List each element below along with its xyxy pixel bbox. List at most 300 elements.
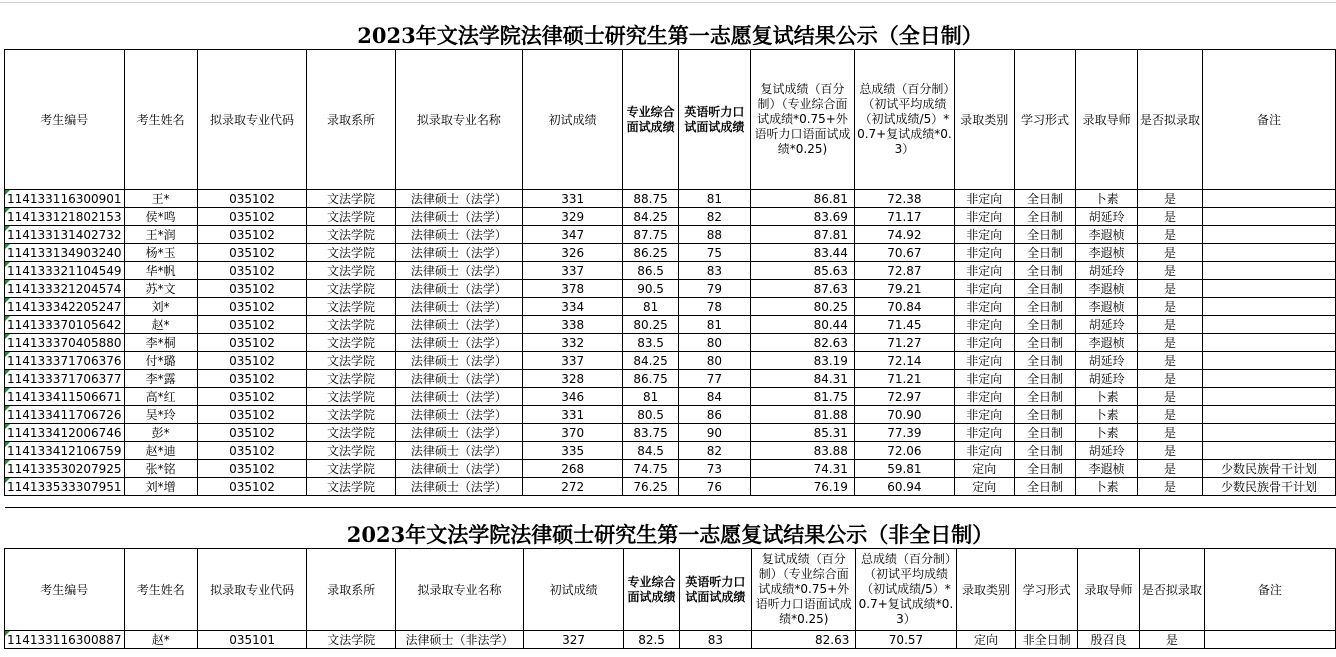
table-row xyxy=(5,190,1336,208)
table-row xyxy=(5,208,1336,226)
cell-retest-score: 83.19 xyxy=(751,352,855,370)
cell-initial-score: 328 xyxy=(522,370,622,388)
cell-english-score: 81 xyxy=(678,316,750,334)
header-interview-score: 专业综合面试成绩 xyxy=(623,50,678,190)
cell-name: 赵*迪 xyxy=(124,442,197,460)
cell-major-code: 035102 xyxy=(197,226,306,244)
cell-admitted: 是 xyxy=(1137,226,1202,244)
cell-major-code: 035102 xyxy=(197,370,306,388)
cell-major-name: 法律硕士（法学） xyxy=(395,424,522,442)
cell-initial-score: 346 xyxy=(522,388,622,406)
cell-admitted: 是 xyxy=(1137,190,1202,208)
cell-total-score: 72.06 xyxy=(854,442,954,460)
cell-major-name: 法律硕士（法学） xyxy=(395,478,522,496)
cell-admitted: 是 xyxy=(1137,208,1202,226)
cell-study-mode: 全日制 xyxy=(1014,388,1076,406)
cell-department: 文法学院 xyxy=(307,334,396,352)
cell-english-score: 90 xyxy=(678,424,750,442)
table-row xyxy=(5,262,1336,280)
header-supervisor: 录取导师 xyxy=(1076,50,1138,190)
cell-department: 文法学院 xyxy=(307,424,396,442)
cell-admitted: 是 xyxy=(1137,316,1202,334)
cell-supervisor: 胡延玲 xyxy=(1076,352,1138,370)
cell-admission-type: 非定向 xyxy=(954,352,1014,370)
cell-admitted: 是 xyxy=(1137,244,1202,262)
cell-exam-id: 114133533307951 xyxy=(5,478,125,496)
cell-supervisor: 卜素 xyxy=(1076,424,1138,442)
cell-interview-score: 87.75 xyxy=(623,226,678,244)
cell-major-name: 法律硕士（法学） xyxy=(395,460,522,478)
cell-admission-type: 定向 xyxy=(956,631,1016,649)
cell-study-mode: 全日制 xyxy=(1014,352,1076,370)
cell-name: 华*帆 xyxy=(124,262,197,280)
cell-name: 李*桐 xyxy=(124,334,197,352)
cell-initial-score: 329 xyxy=(522,208,622,226)
cell-department: 文法学院 xyxy=(307,352,396,370)
cell-study-mode: 全日制 xyxy=(1014,478,1076,496)
cell-remarks xyxy=(1203,406,1336,424)
cell-remarks xyxy=(1203,298,1336,316)
cell-retest-score: 74.31 xyxy=(751,460,855,478)
cell-retest-score: 80.25 xyxy=(751,298,855,316)
results-table-fulltime xyxy=(4,22,1336,508)
header-major-code: 拟录取专业代码 xyxy=(197,549,306,631)
table-row xyxy=(5,244,1336,262)
cell-initial-score: 331 xyxy=(522,406,622,424)
cell-supervisor: 殷召良 xyxy=(1078,631,1140,649)
cell-admitted: 是 xyxy=(1137,406,1202,424)
cell-total-score: 71.27 xyxy=(854,334,954,352)
cell-total-score: 72.38 xyxy=(854,190,954,208)
cell-remarks xyxy=(1203,442,1336,460)
table-row xyxy=(5,442,1336,460)
cell-english-score: 76 xyxy=(678,478,750,496)
cell-exam-id: 114133530207925 xyxy=(5,460,125,478)
cell-name: 王* xyxy=(124,190,197,208)
cell-study-mode: 全日制 xyxy=(1014,190,1076,208)
table-row xyxy=(5,478,1336,496)
cell-initial-score: 338 xyxy=(522,316,622,334)
header-exam-id: 考生编号 xyxy=(5,50,125,190)
cell-major-code: 035102 xyxy=(197,244,306,262)
header-initial-score: 初试成绩 xyxy=(523,549,624,631)
table-row xyxy=(5,388,1336,406)
header-row xyxy=(5,549,1336,631)
table-row xyxy=(5,316,1336,334)
cell-total-score: 71.17 xyxy=(854,208,954,226)
cell-initial-score: 327 xyxy=(523,631,624,649)
cell-admitted: 是 xyxy=(1137,478,1202,496)
cell-exam-id: 114133371706376 xyxy=(5,352,125,370)
cell-admission-type: 非定向 xyxy=(954,424,1014,442)
cell-initial-score: 337 xyxy=(522,352,622,370)
cell-major-code: 035102 xyxy=(197,388,306,406)
cell-study-mode: 全日制 xyxy=(1014,298,1076,316)
header-name: 考生姓名 xyxy=(124,50,197,190)
header-remarks: 备注 xyxy=(1203,50,1336,190)
header-english-score: 英语听力口试面试成绩 xyxy=(678,50,750,190)
cell-major-name: 法律硕士（法学） xyxy=(395,316,522,334)
header-admission-type: 录取类别 xyxy=(956,549,1016,631)
cell-admission-type: 非定向 xyxy=(954,388,1014,406)
cell-name: 张*铭 xyxy=(124,460,197,478)
table-body-fulltime xyxy=(5,190,1336,496)
cell-major-code: 035101 xyxy=(197,631,306,649)
header-interview-score: 专业综合面试成绩 xyxy=(624,549,679,631)
cell-exam-id: 114133131402732 xyxy=(5,226,125,244)
cell-interview-score: 83.5 xyxy=(623,334,678,352)
cell-admitted: 是 xyxy=(1137,280,1202,298)
cell-department: 文法学院 xyxy=(307,280,396,298)
cell-admitted: 是 xyxy=(1137,424,1202,442)
cell-major-code: 035102 xyxy=(197,406,306,424)
results-table-parttime xyxy=(4,521,1336,649)
cell-supervisor: 李遐桢 xyxy=(1076,298,1138,316)
cell-retest-score: 84.31 xyxy=(751,370,855,388)
header-row xyxy=(5,50,1336,190)
cell-major-code: 035102 xyxy=(197,424,306,442)
header-department: 录取系所 xyxy=(307,549,396,631)
cell-english-score: 83 xyxy=(679,631,751,649)
cell-supervisor: 胡延玲 xyxy=(1076,208,1138,226)
cell-remarks xyxy=(1203,280,1336,298)
header-admission-type: 录取类别 xyxy=(954,50,1014,190)
cell-name: 杨*玉 xyxy=(124,244,197,262)
cell-english-score: 82 xyxy=(678,208,750,226)
cell-remarks xyxy=(1203,388,1336,406)
cell-total-score: 71.21 xyxy=(854,370,954,388)
cell-interview-score: 74.75 xyxy=(623,460,678,478)
cell-retest-score: 76.19 xyxy=(751,478,855,496)
cell-retest-score: 81.88 xyxy=(751,406,855,424)
header-remarks: 备注 xyxy=(1204,549,1335,631)
cell-english-score: 86 xyxy=(678,406,750,424)
cell-interview-score: 90.5 xyxy=(623,280,678,298)
cell-study-mode: 全日制 xyxy=(1014,442,1076,460)
header-name: 考生姓名 xyxy=(124,549,197,631)
cell-english-score: 77 xyxy=(678,370,750,388)
cell-remarks xyxy=(1203,334,1336,352)
cell-exam-id: 114133370405880 xyxy=(5,334,125,352)
cell-admission-type: 非定向 xyxy=(954,244,1014,262)
cell-remarks: 少数民族骨干计划 xyxy=(1203,460,1336,478)
cell-name: 侯*鸣 xyxy=(124,208,197,226)
table-row xyxy=(5,460,1336,478)
cell-total-score: 77.39 xyxy=(854,424,954,442)
cell-admission-type: 非定向 xyxy=(954,316,1014,334)
cell-total-score: 72.97 xyxy=(854,388,954,406)
cell-interview-score: 83.75 xyxy=(623,424,678,442)
cell-initial-score: 335 xyxy=(522,442,622,460)
section-title-fulltime: 2023年文法学院法律硕士研究生第一志愿复试结果公示（全日制） xyxy=(5,22,1336,50)
cell-total-score: 72.14 xyxy=(854,352,954,370)
cell-total-score: 71.45 xyxy=(854,316,954,334)
cell-remarks xyxy=(1203,370,1336,388)
cell-admission-type: 非定向 xyxy=(954,226,1014,244)
cell-admission-type: 非定向 xyxy=(954,442,1014,460)
header-exam-id: 考生编号 xyxy=(5,549,125,631)
cell-major-code: 035102 xyxy=(197,352,306,370)
cell-interview-score: 81 xyxy=(623,298,678,316)
cell-supervisor: 卜素 xyxy=(1076,388,1138,406)
cell-english-score: 80 xyxy=(678,352,750,370)
cell-interview-score: 80.5 xyxy=(623,406,678,424)
cell-name: 吴*玲 xyxy=(124,406,197,424)
cell-interview-score: 84.25 xyxy=(623,352,678,370)
cell-retest-score: 81.75 xyxy=(751,388,855,406)
cell-exam-id: 114133370105642 xyxy=(5,316,125,334)
cell-remarks xyxy=(1204,631,1335,649)
cell-supervisor: 李遐桢 xyxy=(1076,334,1138,352)
spacer-row xyxy=(5,496,1336,508)
cell-name: 高*红 xyxy=(124,388,197,406)
cell-study-mode: 全日制 xyxy=(1014,262,1076,280)
cell-exam-id: 114133121802153 xyxy=(5,208,125,226)
cell-english-score: 78 xyxy=(678,298,750,316)
cell-major-code: 035102 xyxy=(197,190,306,208)
cell-study-mode: 全日制 xyxy=(1014,424,1076,442)
cell-major-name: 法律硕士（法学） xyxy=(395,190,522,208)
cell-department: 文法学院 xyxy=(307,460,396,478)
cell-major-code: 035102 xyxy=(197,460,306,478)
cell-department: 文法学院 xyxy=(307,631,396,649)
cell-department: 文法学院 xyxy=(307,190,396,208)
cell-major-name: 法律硕士（法学） xyxy=(395,298,522,316)
table-row xyxy=(5,406,1336,424)
cell-major-name: 法律硕士（法学） xyxy=(395,406,522,424)
cell-supervisor: 卜素 xyxy=(1076,406,1138,424)
header-admitted: 是否拟录取 xyxy=(1139,549,1204,631)
cell-admitted: 是 xyxy=(1137,442,1202,460)
cell-major-name: 法律硕士（法学） xyxy=(395,244,522,262)
cell-major-code: 035102 xyxy=(197,262,306,280)
cell-exam-id: 114133116300901 xyxy=(5,190,125,208)
cell-total-score: 72.87 xyxy=(854,262,954,280)
cell-admitted: 是 xyxy=(1137,334,1202,352)
cell-name: 彭* xyxy=(124,424,197,442)
cell-admission-type: 非定向 xyxy=(954,208,1014,226)
cell-study-mode: 全日制 xyxy=(1014,208,1076,226)
cell-name: 付*璐 xyxy=(124,352,197,370)
cell-retest-score: 80.44 xyxy=(751,316,855,334)
cell-interview-score: 86.75 xyxy=(623,370,678,388)
cell-admitted: 是 xyxy=(1139,631,1204,649)
cell-supervisor: 李遐桢 xyxy=(1076,280,1138,298)
table-row xyxy=(5,298,1336,316)
cell-study-mode: 全日制 xyxy=(1014,370,1076,388)
cell-retest-score: 85.63 xyxy=(751,262,855,280)
cell-interview-score: 76.25 xyxy=(623,478,678,496)
cell-major-name: 法律硕士（法学） xyxy=(395,226,522,244)
cell-interview-score: 81 xyxy=(623,388,678,406)
cell-admission-type: 非定向 xyxy=(954,406,1014,424)
cell-exam-id: 114133321204574 xyxy=(5,280,125,298)
cell-remarks xyxy=(1203,352,1336,370)
cell-supervisor: 卜素 xyxy=(1076,478,1138,496)
cell-major-code: 035102 xyxy=(197,280,306,298)
cell-supervisor: 胡延玲 xyxy=(1076,316,1138,334)
table-row xyxy=(5,352,1336,370)
cell-department: 文法学院 xyxy=(307,244,396,262)
cell-exam-id: 114133412106759 xyxy=(5,442,125,460)
cell-remarks xyxy=(1203,424,1336,442)
cell-department: 文法学院 xyxy=(307,442,396,460)
cell-admitted: 是 xyxy=(1137,298,1202,316)
cell-total-score: 70.84 xyxy=(854,298,954,316)
header-total-score: 总成绩（百分制）（初试平均成绩（初试成绩/5）*0.7+复试成绩*0.3） xyxy=(856,549,956,631)
cell-english-score: 80 xyxy=(678,334,750,352)
cell-major-name: 法律硕士（法学） xyxy=(395,262,522,280)
cell-initial-score: 337 xyxy=(522,262,622,280)
cell-interview-score: 84.25 xyxy=(623,208,678,226)
cell-remarks xyxy=(1203,262,1336,280)
cell-department: 文法学院 xyxy=(307,406,396,424)
cell-study-mode: 全日制 xyxy=(1014,316,1076,334)
cell-exam-id: 114133412006746 xyxy=(5,424,125,442)
cell-initial-score: 272 xyxy=(522,478,622,496)
cell-english-score: 84 xyxy=(678,388,750,406)
cell-name: 刘* xyxy=(124,298,197,316)
header-english-score: 英语听力口试面试成绩 xyxy=(679,549,751,631)
cell-study-mode: 全日制 xyxy=(1014,244,1076,262)
cell-english-score: 82 xyxy=(678,442,750,460)
table-row xyxy=(5,424,1336,442)
cell-department: 文法学院 xyxy=(307,316,396,334)
header-major-name: 拟录取专业名称 xyxy=(395,50,522,190)
cell-study-mode: 全日制 xyxy=(1014,406,1076,424)
cell-initial-score: 370 xyxy=(522,424,622,442)
cell-exam-id: 114133371706377 xyxy=(5,370,125,388)
cell-major-code: 035102 xyxy=(197,478,306,496)
cell-supervisor: 李遐桢 xyxy=(1076,226,1138,244)
cell-admitted: 是 xyxy=(1137,460,1202,478)
cell-study-mode: 全日制 xyxy=(1014,460,1076,478)
cell-name: 刘*增 xyxy=(124,478,197,496)
cell-english-score: 73 xyxy=(678,460,750,478)
cell-major-name: 法律硕士（非法学） xyxy=(396,631,524,649)
table-row xyxy=(5,226,1336,244)
cell-supervisor: 卜素 xyxy=(1076,190,1138,208)
header-department: 录取系所 xyxy=(307,50,396,190)
cell-major-name: 法律硕士（法学） xyxy=(395,334,522,352)
cell-retest-score: 83.44 xyxy=(751,244,855,262)
header-total-score: 总成绩（百分制）（初试平均成绩（初试成绩/5）*0.7+复试成绩*0.3） xyxy=(854,50,954,190)
cell-initial-score: 332 xyxy=(522,334,622,352)
cell-exam-id: 114133134903240 xyxy=(5,244,125,262)
cell-english-score: 88 xyxy=(678,226,750,244)
cell-retest-score: 85.31 xyxy=(751,424,855,442)
cell-name: 苏*文 xyxy=(124,280,197,298)
cell-department: 文法学院 xyxy=(307,370,396,388)
cell-department: 文法学院 xyxy=(307,226,396,244)
cell-admission-type: 非定向 xyxy=(954,280,1014,298)
cell-interview-score: 84.5 xyxy=(623,442,678,460)
cell-initial-score: 378 xyxy=(522,280,622,298)
cell-study-mode: 全日制 xyxy=(1014,280,1076,298)
cell-remarks xyxy=(1203,208,1336,226)
cell-supervisor: 胡延玲 xyxy=(1076,370,1138,388)
cell-name: 王*润 xyxy=(124,226,197,244)
cell-admitted: 是 xyxy=(1137,388,1202,406)
cell-retest-score: 87.63 xyxy=(751,280,855,298)
cell-english-score: 83 xyxy=(678,262,750,280)
cell-exam-id: 114133321104549 xyxy=(5,262,125,280)
header-admitted: 是否拟录取 xyxy=(1137,50,1202,190)
cell-major-name: 法律硕士（法学） xyxy=(395,370,522,388)
cell-total-score: 70.90 xyxy=(854,406,954,424)
cell-initial-score: 268 xyxy=(522,460,622,478)
cell-department: 文法学院 xyxy=(307,208,396,226)
cell-total-score: 70.57 xyxy=(856,631,956,649)
cell-total-score: 60.94 xyxy=(854,478,954,496)
table-row xyxy=(5,280,1336,298)
cell-retest-score: 82.63 xyxy=(751,334,855,352)
header-retest-score: 复试成绩（百分制）（专业综合面试成绩*0.75+外语听力口语面试成绩*0.25) xyxy=(752,549,856,631)
header-study-mode: 学习形式 xyxy=(1016,549,1078,631)
cell-supervisor: 胡延玲 xyxy=(1076,442,1138,460)
cell-admitted: 是 xyxy=(1137,352,1202,370)
cell-exam-id: 114133116300887 xyxy=(5,631,125,649)
cell-retest-score: 87.81 xyxy=(751,226,855,244)
cell-major-name: 法律硕士（法学） xyxy=(395,442,522,460)
cell-admission-type: 非定向 xyxy=(954,190,1014,208)
cell-retest-score: 82.63 xyxy=(752,631,856,649)
cell-english-score: 75 xyxy=(678,244,750,262)
cell-admission-type: 非定向 xyxy=(954,262,1014,280)
cell-supervisor: 李遐桢 xyxy=(1076,460,1138,478)
cell-study-mode: 非全日制 xyxy=(1016,631,1078,649)
cell-interview-score: 88.75 xyxy=(623,190,678,208)
cell-remarks xyxy=(1203,244,1336,262)
cell-total-score: 79.21 xyxy=(854,280,954,298)
cell-supervisor: 胡延玲 xyxy=(1076,262,1138,280)
cell-total-score: 74.92 xyxy=(854,226,954,244)
cell-retest-score: 83.69 xyxy=(751,208,855,226)
cell-retest-score: 83.88 xyxy=(751,442,855,460)
cell-major-code: 035102 xyxy=(197,334,306,352)
cell-major-name: 法律硕士（法学） xyxy=(395,388,522,406)
cell-major-name: 法律硕士（法学） xyxy=(395,208,522,226)
cell-remarks: 少数民族骨干计划 xyxy=(1203,478,1336,496)
cell-major-code: 035102 xyxy=(197,316,306,334)
cell-total-score: 70.67 xyxy=(854,244,954,262)
header-study-mode: 学习形式 xyxy=(1014,50,1076,190)
cell-department: 文法学院 xyxy=(307,478,396,496)
cell-initial-score: 331 xyxy=(522,190,622,208)
cell-interview-score: 82.5 xyxy=(624,631,679,649)
cell-total-score: 59.81 xyxy=(854,460,954,478)
cell-department: 文法学院 xyxy=(307,298,396,316)
cell-remarks xyxy=(1203,226,1336,244)
header-retest-score: 复试成绩（百分制）（专业综合面试成绩*0.75+外语听力口语面试成绩*0.25) xyxy=(751,50,855,190)
header-major-name: 拟录取专业名称 xyxy=(396,549,524,631)
cell-english-score: 81 xyxy=(678,190,750,208)
grid-top-strip xyxy=(0,0,1336,3)
header-major-code: 拟录取专业代码 xyxy=(197,50,306,190)
cell-exam-id: 114133342205247 xyxy=(5,298,125,316)
cell-retest-score: 86.81 xyxy=(751,190,855,208)
table-row xyxy=(5,334,1336,352)
cell-interview-score: 80.25 xyxy=(623,316,678,334)
cell-english-score: 79 xyxy=(678,280,750,298)
cell-admission-type: 非定向 xyxy=(954,334,1014,352)
table-row xyxy=(5,370,1336,388)
cell-major-name: 法律硕士（法学） xyxy=(395,352,522,370)
cell-admitted: 是 xyxy=(1137,370,1202,388)
cell-admission-type: 定向 xyxy=(954,478,1014,496)
cell-study-mode: 全日制 xyxy=(1014,334,1076,352)
header-initial-score: 初试成绩 xyxy=(522,50,622,190)
